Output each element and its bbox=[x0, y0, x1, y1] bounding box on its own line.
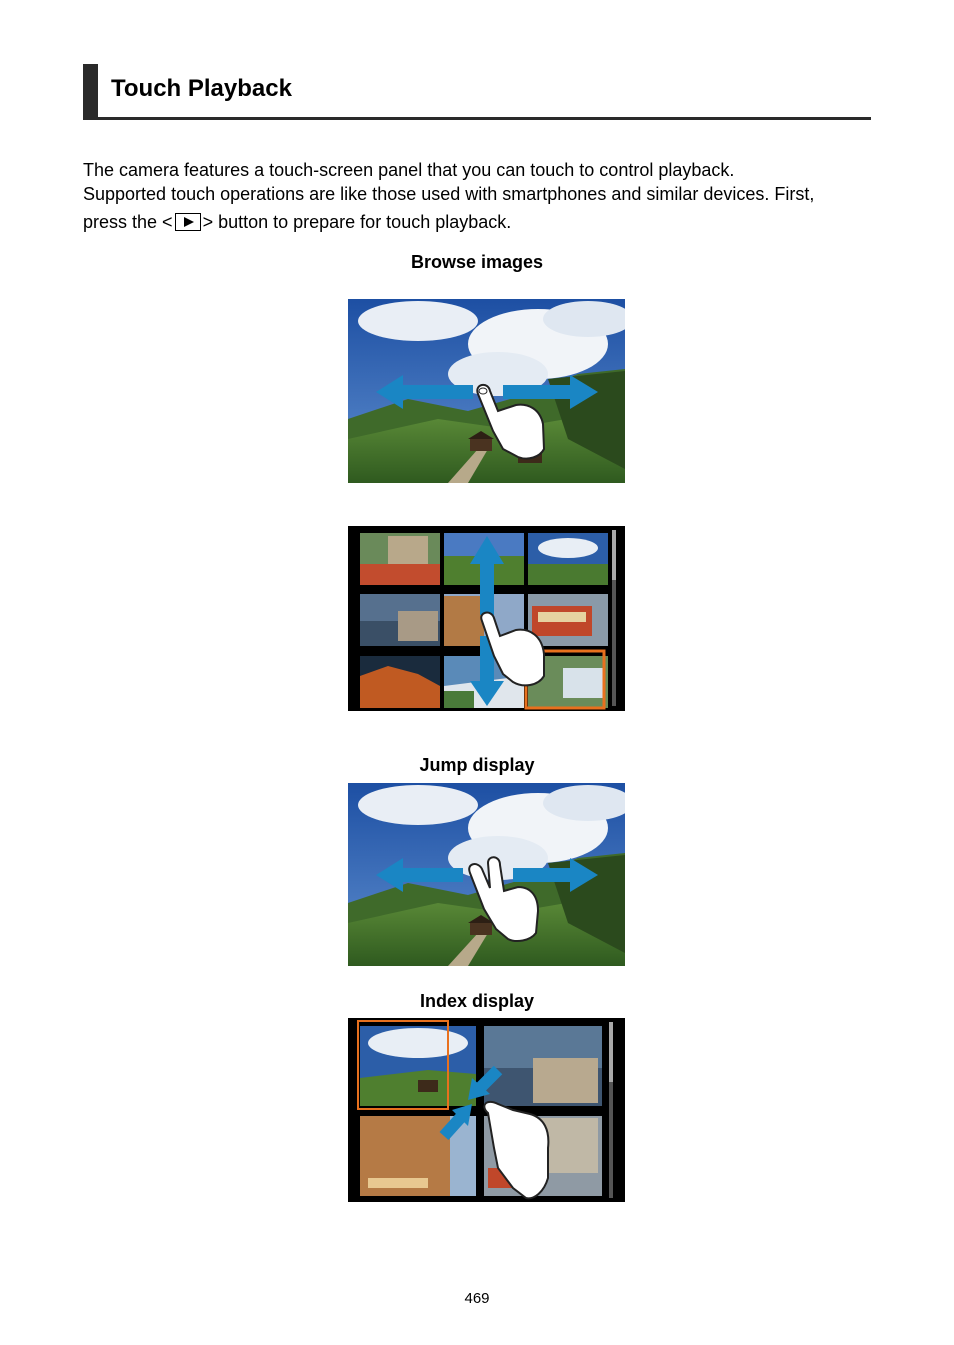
intro-line-3-after: > button to prepare for touch playback. bbox=[202, 212, 512, 232]
jump-display-figure bbox=[348, 783, 625, 966]
intro-line-3-before: press the < bbox=[83, 212, 173, 232]
heading-bar bbox=[83, 64, 98, 120]
caption-jump-display: Jump display bbox=[419, 755, 535, 775]
page-title: Touch Playback bbox=[111, 75, 292, 102]
caption-index-display: Index display bbox=[419, 991, 535, 1011]
section-heading bbox=[83, 64, 871, 120]
index-display-figure bbox=[348, 1018, 625, 1202]
intro-line-1: The camera features a touch-screen panel that you can touch to control playback. bbox=[83, 160, 735, 180]
intro-line-3 bbox=[83, 210, 883, 234]
intro-text bbox=[83, 158, 883, 234]
caption-browse-images: Browse images bbox=[410, 252, 544, 272]
browse-index-figure bbox=[348, 526, 625, 711]
intro-line-2: Supported touch operations are like those used with smartphones and similar devices. First, bbox=[83, 184, 815, 204]
page-number: 469 bbox=[464, 1290, 490, 1307]
browse-single-image-figure bbox=[348, 299, 625, 483]
playback-button-icon bbox=[175, 213, 201, 231]
